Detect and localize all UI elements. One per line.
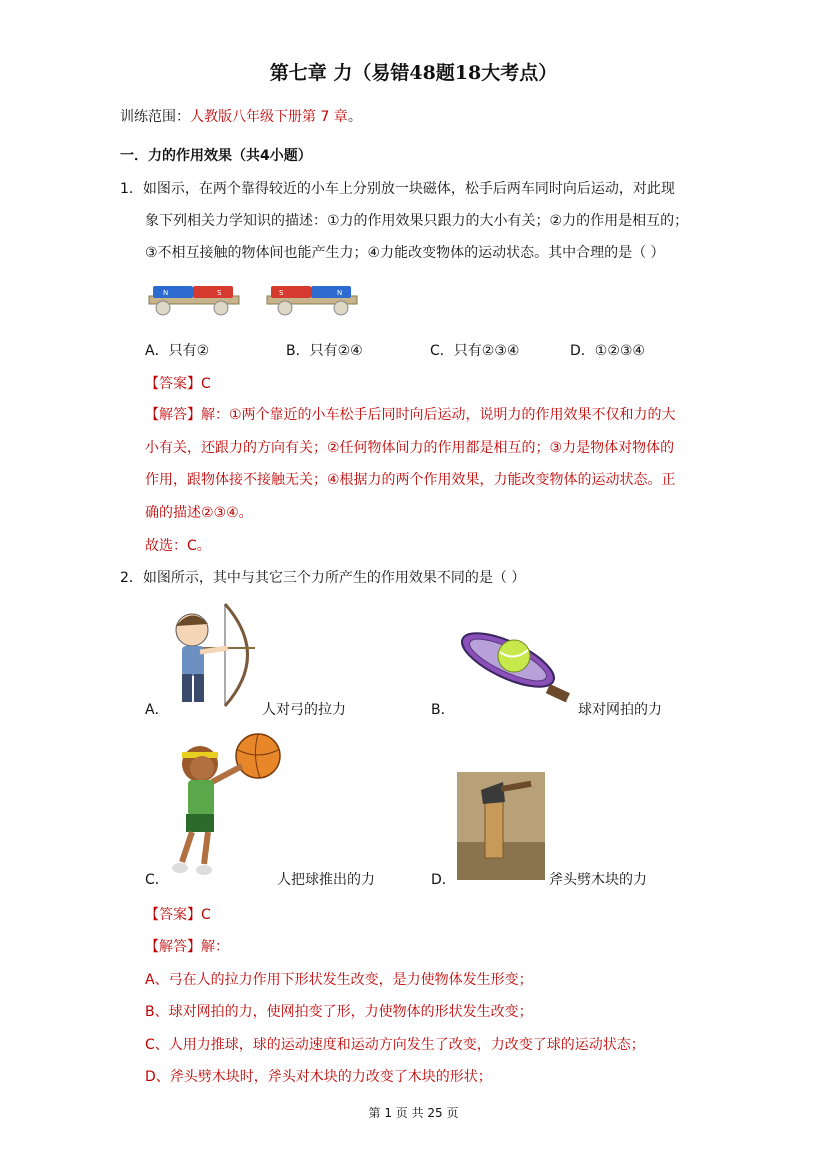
q1-stem-line3: ③不相互接触的物体间也能产生力；④力能改变物体的运动状态。其中合理的是（ ） (145, 245, 665, 261)
q2-analysis-head (145, 936, 229, 956)
q2-option-d-text: 斧头劈木块的力 (549, 872, 647, 888)
q1-answer (145, 373, 211, 393)
cart-right (267, 286, 357, 315)
q1-option-d: D．①②③④ (570, 343, 645, 359)
page-title: 第七章 力（易错48题18大考点） (269, 62, 558, 84)
range-value: 人教版八年级下册第 7 章 (190, 109, 348, 125)
section-heading: 一．力的作用效果（共4小题） (120, 148, 312, 164)
q2-analysis-b: B、球对网拍的力，使网拍变了形，力使物体的形状发生改变； (145, 1004, 533, 1020)
magnet-label: N (337, 289, 343, 297)
page-footer: 第 1 页 共 25 页 (368, 1106, 459, 1120)
q2-stem: 2．如图所示，其中与其它三个力所产生的作用效果不同的是（ ） (120, 570, 526, 586)
q2-option-c-text: 人把球推出的力 (277, 872, 375, 888)
q2-analysis-d: D、斧头劈木块时，斧头对木块的力改变了木块的形状； (145, 1069, 492, 1085)
q2-option-a-letter: A． (145, 702, 169, 718)
answer-value: C (201, 376, 211, 392)
q1-analysis-line2: 小有关，还跟力的方向有关；②任何物体间力的作用都是相互的；③力是物体对物体的 (145, 440, 675, 456)
q1-analysis-line1 (145, 404, 676, 424)
q1-stem-line2: 象下列相关力学知识的描述：①力的作用效果只跟力的大小有关；②力的作用是相互的； (145, 213, 689, 229)
q2-option-b-text: 球对网拍的力 (578, 702, 662, 718)
magnet-label: N (163, 289, 169, 297)
q1-option-c: C．只有②③④ (430, 343, 520, 359)
q2-option-d-letter: D． (431, 872, 456, 888)
training-range (120, 106, 362, 126)
q2-option-a-text: 人对弓的拉力 (262, 702, 346, 718)
q1-analysis-line3: 作用，跟物体接不接触无关；④根据力的两个作用效果，力能改变物体的运动状态。正 (145, 472, 676, 488)
q2-option-b-letter: B． (431, 702, 455, 718)
q1-option-b: B．只有②④ (286, 343, 363, 359)
analysis-text: 解： (201, 939, 229, 955)
answer-label: 【答案】 (145, 907, 201, 923)
racket-ball-figure (458, 618, 573, 708)
q1-stem-line1: 1．如图示，在两个靠得较近的小车上分别放一块磁体，松手后两车同时向后运动，对此现 (120, 181, 675, 197)
q1-magnet-carts-figure (145, 280, 365, 320)
answer-label: 【答案】 (145, 376, 201, 392)
q1-option-a: A．只有② (145, 343, 210, 359)
q1-choose: 故选：C。 (145, 538, 211, 554)
axe-wood-figure (457, 772, 545, 880)
range-label: 训练范围： (120, 109, 190, 125)
range-end: 。 (347, 109, 362, 125)
q1-analysis-line4: 确的描述②③④。 (145, 505, 253, 521)
analysis-text: 解：①两个靠近的小车松手后同时向后运动，说明力的作用效果不仅和力的大 (201, 407, 676, 423)
q2-analysis-c: C、人用力推球，球的运动速度和运动方向发生了改变，力改变了球的运动状态； (145, 1037, 645, 1053)
analysis-label: 【解答】 (145, 407, 201, 423)
q2-option-c-letter: C． (145, 872, 169, 888)
archer-figure (170, 600, 260, 710)
analysis-label: 【解答】 (145, 939, 201, 955)
cart-left (149, 286, 239, 315)
magnet-label: S (217, 289, 222, 297)
answer-value: C (201, 907, 211, 923)
q2-analysis-a: A、弓在人的拉力作用下形状发生改变，是力使物体发生形变； (145, 972, 533, 988)
basketball-player-figure (168, 730, 283, 880)
magnet-label: S (279, 289, 284, 297)
q2-answer (145, 904, 211, 924)
